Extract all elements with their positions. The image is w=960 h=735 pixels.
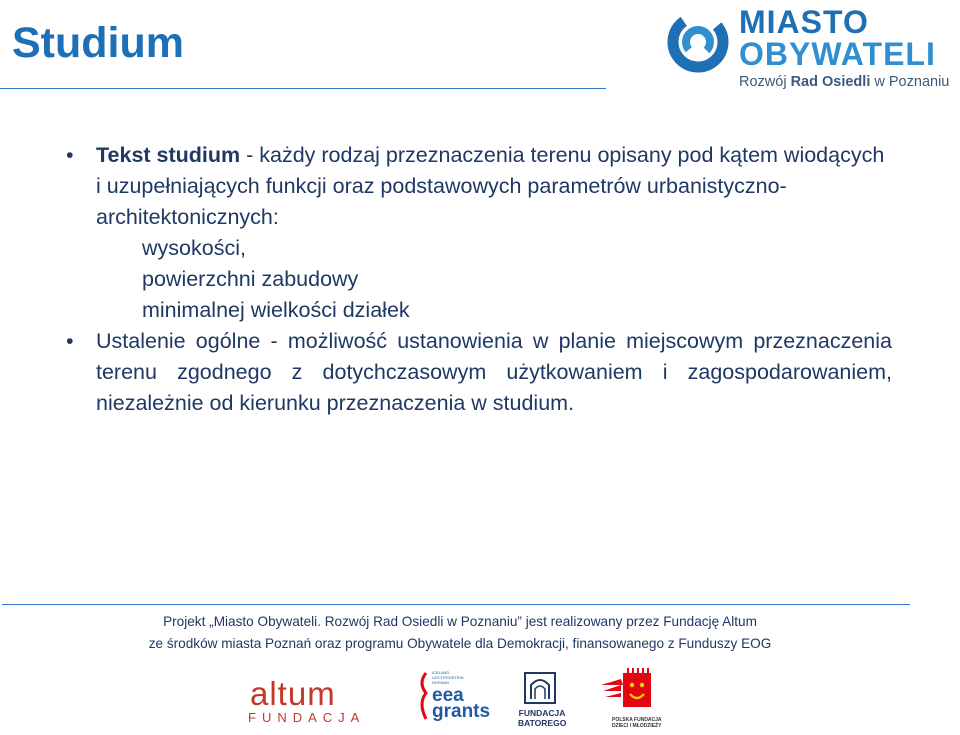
- brand-line-miasto: MIASTO: [739, 4, 869, 40]
- brand-line-obywateli: OBYWATELI: [739, 36, 936, 72]
- title-divider: [0, 88, 606, 89]
- footer-text: [0, 611, 920, 655]
- miasto-obywateli-logo-icon: [662, 6, 734, 78]
- footer-line-1: Projekt „Miasto Obywateli. Rozwój Rad Osiedli w Poznaniu” jest realizowany przez Fundację Altum: [163, 614, 757, 629]
- bullet-term: Tekst studium: [96, 143, 241, 167]
- footer-line-2: ze środków miasta Poznań oraz programu Obywatele dla Demokracji, finansowanego z Funduszy EOG: [148, 636, 772, 651]
- slide-content: [66, 140, 892, 419]
- bullet-definition: - każdy rodzaj przeznaczenia terenu opisany pod kątem wiodących i uzupełniających funkcji oraz podstawowych parametrów urbanistyczno-architektonicznych:: [96, 143, 885, 229]
- bullet-ustalenie-ogolne: [66, 326, 892, 419]
- sub-item-powierzchni: powierzchni zabudowy: [142, 267, 359, 291]
- sub-item-dzialek: minimalnej wielkości działek: [142, 298, 410, 322]
- brand-subtitle: Rozwój Rad Osiedli w Poznaniu: [739, 74, 950, 90]
- sponsor-logos: altum FUNDACJA ICELAND LIECHTENSTEIN NORWAY eea grants FUNDACJA BATOREGO POLSKA FUNDACJA DZIECI I MŁODZIEŻY: [0, 655, 960, 735]
- sub-item-wysokosci: wysokości,: [142, 236, 246, 260]
- bullet-tekst-studium: [66, 140, 892, 326]
- miasto-obywateli-brand: [662, 4, 958, 96]
- bullet-ustalenie-text: • Ustalenie ogólne - możliwość ustanowienia w planie miejscowym przeznaczenia terenu zgodnego z dotychczasowym użytkowaniem i zagospodarowaniem, niezależnie od kierunku przeznaczenia w studium.: [96, 329, 892, 415]
- page-title: Studium: [12, 19, 184, 67]
- footer-divider: [2, 604, 910, 605]
